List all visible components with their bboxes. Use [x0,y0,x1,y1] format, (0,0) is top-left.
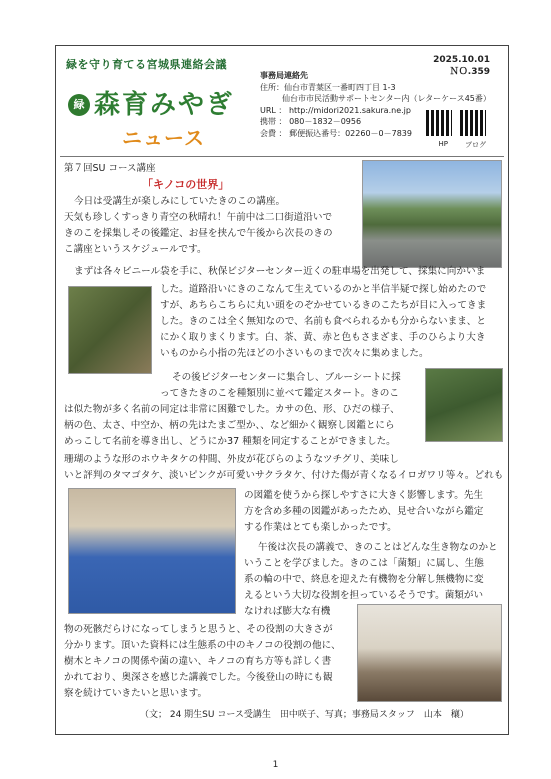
qr-hp-label: HP [438,140,448,148]
website-url[interactable]: URL ： http://midori2021.sakura.ne.jp [260,105,411,115]
article-line: 珊瑚のような形のホウキタケの仲間、外皮が花びらのようなツチグリ、美味し [64,454,399,465]
article-line: いと評判のタマゴタケ、淡いピンクが可愛いサクラタケ、付けた傷が青くなるイロガワリ等々。どれも [64,470,504,481]
issue-number: ＮＯ.359 [449,67,490,77]
address-line-1: 住所：仙台市青葉区一番町四丁目 1-3 [260,82,396,92]
mushroom-identification-photo [68,488,236,614]
mushroom-picking-photo [68,286,152,374]
article-line: 方を含め多種の図鑑があったため、見せ合いながら鑑定 [244,506,484,517]
membership-fee: 会費 ： 郵便振込番号：02260－0－7839 [260,128,412,138]
article-line: その後ビジターセンターに集合し、ブルーシートに採 [172,372,401,383]
organization-name: 緑を守り育てる宮城県連絡会議 [66,58,227,71]
article-line: 今日は受講生が楽しみにしていたきのこの講座。 [74,196,286,207]
article-line: きのこを採集しその後鑑定、お昼を挟んで午後から次長のきの [64,228,333,239]
article-line: の図鑑を使うから探しやすさに大きく影響します。先生 [244,490,484,501]
article-credit: （文； 24 期生SU コース受講生 田中咲子、写真；事務局スタッフ 山本 穰） [140,710,469,720]
article-line: いうことを学びました。きのこは「菌類」に属し、生態 [244,558,484,569]
article-line: こ講座というスケジュールです。 [64,244,207,255]
office-label: 事務局連絡先 [260,71,308,80]
article-line: 午後は次長の講義で、きのことはどんな生き物なのかと [258,542,498,553]
article-line: えるという大切な役割を担っているそうです。菌類がい [244,590,484,601]
article-kicker: 第７回SU コース講座 [64,163,156,174]
article-line: した。きのこは全く無知なので、名前も食べられるかも分からないまま、と [160,316,486,327]
article-line: 物の死骸だらけになってしまうと思うと、その役割の大きさが [64,624,333,635]
article-line: は似た物が多く名前の同定は非常に困難でした。カサの色、形、ひだの様子、 [64,404,400,415]
article-line: ってきたきのこを種類別に並べて鑑定スタート。きのこ [160,388,399,399]
logo-title: 森育みやぎ [94,90,235,120]
issue-date: 2025.10.01 [433,55,490,65]
article-line: なければ膨大な有機 [244,606,331,617]
header-divider [60,156,504,157]
article-line: いものから小指の先ほどの小さいものまで次々に集めました。 [160,348,429,359]
contact-block [260,70,491,139]
mobile-number: 携帯 ： 080－1832－0956 [260,117,362,126]
newsletter-logo [64,74,244,152]
article-line: 察を続けていきたいと思います。 [64,688,208,699]
forest-collector-photo [425,368,503,442]
article-line: 柄の色、太さ、中空か、柄の先はたまご型か、、など細かく観察し図鑑とにら [64,420,395,431]
article-line: する作業はとても楽しかったです。 [244,522,397,533]
issue-info [433,54,490,78]
article-line: めっこして名前を導き出し、どうにか37 種類を同定することができました。 [64,436,396,447]
article-line: した。道路沿いにきのこなんて生えているのかと半信半疑で探し始めたので [160,284,487,295]
page-number: 1 [272,760,279,770]
qr-blog-label: ブログ [465,141,486,149]
article-title: 「キノコの世界」 [142,178,230,191]
qr-code-hp-icon[interactable] [426,110,452,136]
group-photo [362,160,502,268]
address-line-2: 仙台市市民活動サポートセンター内（レターケース45番） [282,94,491,103]
article-line: まずは各々ビニール袋を手に、秋保ビジターセンター近くの駐車場を出発して、採集に向かいま [74,266,486,277]
article-line: 樹木とキノコの関係や菌の違い、キノコの育ち方等も詳しく書 [64,656,332,667]
logo-subtitle: ニュース [122,126,205,150]
qr-code-blog-icon[interactable] [460,110,486,136]
article-line: 分かります。頂いた資料には生態系の中のキノコの役割の他に、 [64,640,341,651]
article-line: かれており、奥深さを感じた講義でした。今後登山の時にも観 [64,672,333,683]
article-line: 系の輪の中で、終息を迎えた有機物を分解し無機物に変 [244,574,484,585]
article-line: 天気も珍しくすっきり青空の秋晴れ！午前中は二口街道沿いで [64,212,333,223]
article-line: すが、あちらこちらに丸い頭をのぞかせているきのこたちが目に入ってきま [160,300,487,311]
masthead [64,56,504,152]
article-line: にかく取りまくります。白、茶、黄、赤と色もさまざま、手のひらより大き [160,332,486,343]
lecture-photo [357,604,502,702]
leaf-logo-icon: 緑 [68,94,90,116]
